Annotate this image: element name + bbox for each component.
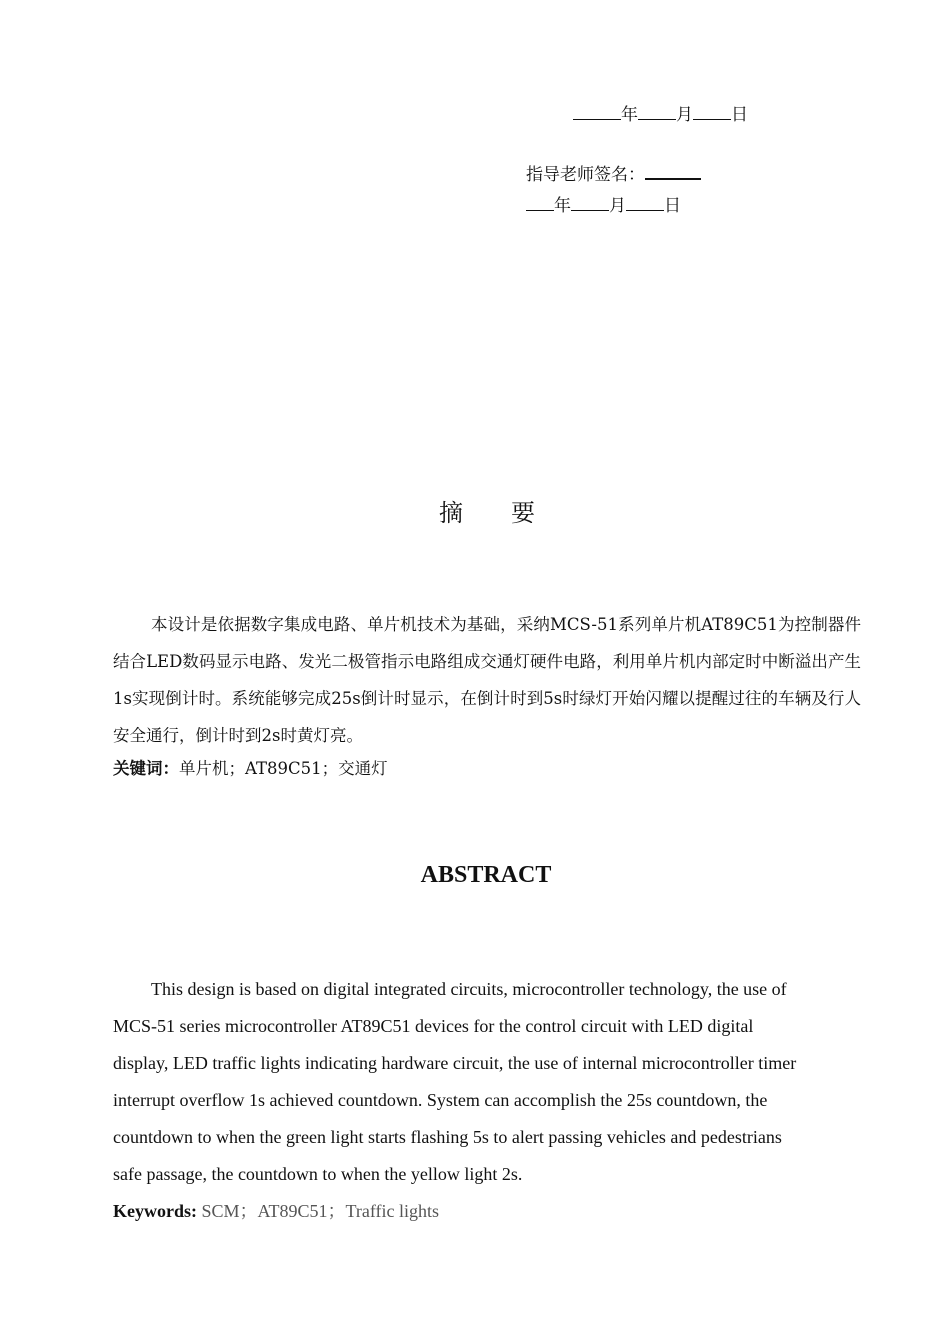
english-keywords: [113, 1197, 439, 1223]
day-label: 日: [731, 105, 748, 125]
english-keywords-label: Keywords:: [113, 1201, 197, 1221]
abstract-line: interrupt overflow 1s achieved countdown. System can accomplish the 25s countdown, the: [113, 1090, 768, 1110]
month-label: 月: [676, 105, 693, 125]
day-label: 日: [664, 196, 681, 216]
abstract-line: countdown to when the green light starts flashing 5s to alert passing vehicles and pedestrians: [113, 1127, 782, 1147]
month-blank[interactable]: [571, 194, 609, 211]
abstract-line: MCS-51 series microcontroller AT89C51 devices for the control circuit with LED digital: [113, 1016, 754, 1036]
day-blank[interactable]: [626, 194, 664, 211]
chinese-abstract-title: [0, 493, 950, 528]
year-label: 年: [554, 196, 571, 216]
english-abstract-body: [113, 971, 853, 1193]
signature-blank[interactable]: [645, 162, 701, 180]
month-blank[interactable]: [638, 103, 676, 120]
date-line-bottom: [526, 191, 681, 216]
abstract-line: display, LED traffic lights indicating hardware circuit, the use of internal microcontroller timer: [113, 1053, 797, 1073]
date-line-top: [573, 100, 748, 125]
supervisor-signature: [526, 160, 701, 185]
chinese-keywords-label: 关键词：: [113, 759, 179, 778]
title-char: 要: [511, 499, 535, 527]
english-abstract-title: ABSTRACT: [420, 862, 552, 888]
year-blank[interactable]: [573, 103, 621, 120]
english-keywords-value: SCM；AT89C51；Traffic lights: [201, 1201, 440, 1221]
year-label: 年: [621, 105, 638, 125]
abstract-line: This design is based on digital integrated circuits, microcontroller technology, the use of: [151, 979, 787, 999]
abstract-line: safe passage, the countdown to when the yellow light 2s.: [113, 1164, 523, 1184]
chinese-keywords: [113, 755, 388, 779]
title-char: 摘: [439, 499, 463, 527]
supervisor-signature-label: 指导老师签名：: [526, 165, 645, 185]
year-blank[interactable]: [526, 194, 554, 211]
chinese-keywords-value: 单片机；AT89C51；交通灯: [179, 759, 388, 778]
day-blank[interactable]: [693, 103, 731, 120]
chinese-abstract-body: 本设计是依据数字集成电路、单片机技术为基础，采纳MCS-51系列单片机AT89C51为控制器件结合LED数码显示电路、发光二极管指示电路组成交通灯硬件电路，利用单片机内部定时中断溢出产生1s实现倒计时。系统能够完成25s倒计时显示，在倒计时到5s时绿灯开始闪耀以提醒过往的车辆及行人安全通行，倒计时到2s时黄灯亮。: [113, 615, 861, 745]
month-label: 月: [609, 196, 626, 216]
